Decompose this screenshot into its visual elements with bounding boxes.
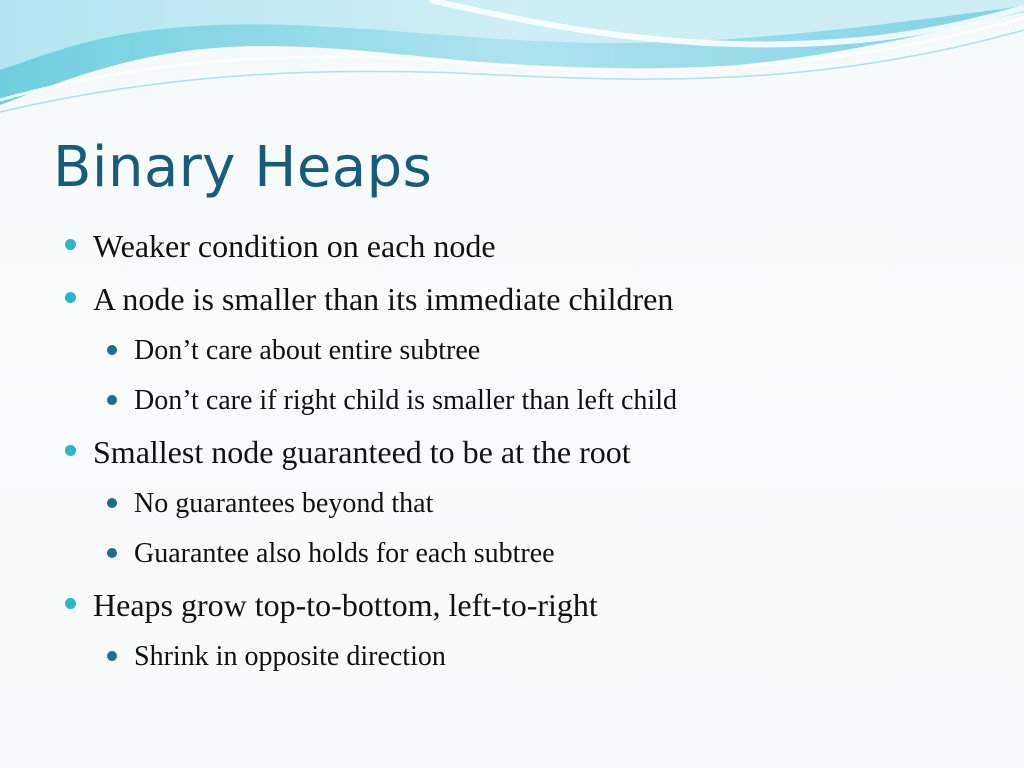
bullet-text: Weaker condition on each node [93,228,496,264]
sub-bullet-item [0,326,1024,376]
bullet-item [0,579,1024,632]
sub-bullet-item [0,479,1024,529]
sub-bullet-item [0,632,1024,682]
bullet-text: Heaps grow top-to-bottom, left-to-right [93,587,598,623]
bullet-dot-icon [107,498,117,508]
bullet-item [0,220,1024,273]
bullet-dot-icon [65,292,76,303]
bullet-text: Don’t care if right child is smaller than left child [134,385,677,416]
bullet-dot-icon [107,651,117,661]
bullet-dot-icon [65,445,76,456]
bullet-list [0,220,1024,682]
bullet-dot-icon [107,345,117,355]
bullet-item [0,426,1024,479]
bullet-item [0,273,1024,326]
slide-title: Binary Heaps [53,135,433,200]
bullet-text: Smallest node guaranteed to be at the root [93,434,631,470]
bullet-text: Shrink in opposite direction [134,641,446,672]
sub-bullet-item [0,376,1024,426]
bullet-dot-icon [65,239,76,250]
decorative-wave-header [0,0,1024,120]
bullet-dot-icon [107,395,117,405]
bullet-text: Don’t care about entire subtree [134,335,481,366]
bullet-dot-icon [107,548,117,558]
bullet-text: Guarantee also holds for each subtree [134,538,555,569]
bullet-text: A node is smaller than its immediate children [93,281,674,317]
bullet-dot-icon [65,598,76,609]
sub-bullet-item [0,529,1024,579]
bullet-text: No guarantees beyond that [134,488,434,519]
